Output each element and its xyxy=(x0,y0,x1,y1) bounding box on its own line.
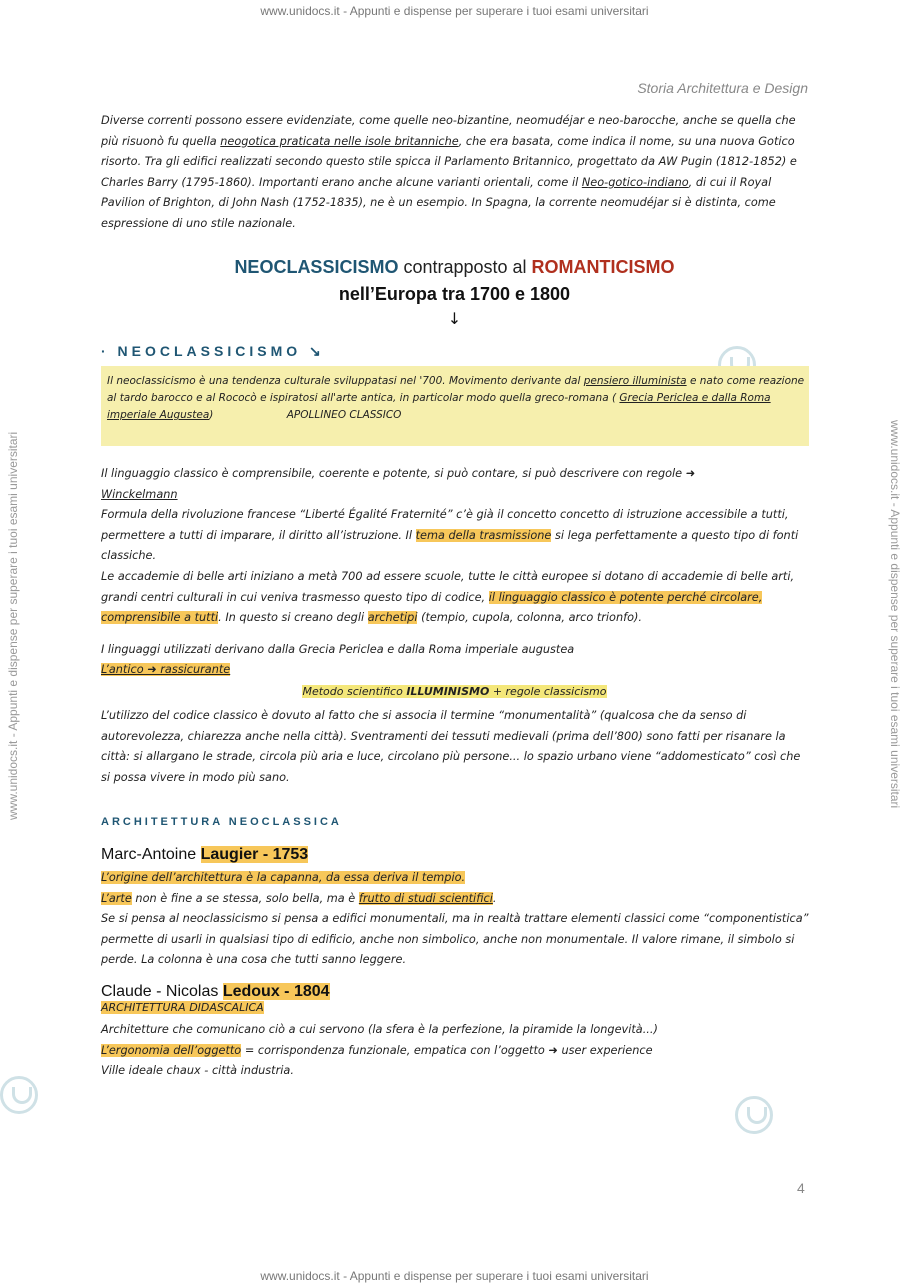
metodo-highlight: Metodo scientifico ILLUMINISMO + regole classicismo xyxy=(302,685,607,698)
body-paragraphs: Il linguaggio classico è comprensibile, coerente e potente, si può contare, si può descrivere con regole ➜ Winckelmann Formula della rivoluzione francese “Liberté Égalité Fraternité” c’è già il concetto concetto di istruzione accessibile a tutti, permettere a tutti di imparare, il diritto all’istruzione. Il tema della trasmissione si lega perfettamente a questo tipo di fonti classiche. Le accademie di belle arti iniziano a metà 700 ad essere scuole, tutte le città europee si dotano di accademie di belle arti, grandi centri culturali in cui veniva trasmesso questo tipo di codice, il linguaggio classico è potente perché circolare, comprensibile a tutti. In questo si creano degli archetipi (tempio, cupola, colonna, arco trionfo). xyxy=(101,467,799,625)
main-title: NEOCLASSICISMO contrapposto al ROMANTICISMO xyxy=(234,257,675,277)
apollineo-label: APOLLINEO CLASSICO xyxy=(286,409,402,421)
arrow-down-icon: ↓ xyxy=(447,309,462,328)
body-paragraph-codice: L’utilizzo del codice classico è dovuto al fatto che si associa il termine “monumentalità” (qualcosa che da senso di autorevolezza, chiarezza anche nella città). Sventramenti dei tessuti medievali (prima dell’800) sono fatti per risanare la città: si allargano le strade, circola più aria e luce, circolano più persone... lo spazio urbano viene “addomesticato” così che si possa vivere in modo più sano. xyxy=(101,709,801,784)
body-line-antico: L’antico ➜ rassicurante xyxy=(101,663,231,676)
heading-ledoux: Claude - Nicolas Ledoux - 1804 xyxy=(101,983,330,1000)
course-header: Storia Architettura e Design xyxy=(637,80,808,96)
section-heading-neoclassicismo: · NEOCLASSICISMO ↘ xyxy=(101,343,325,359)
watermark-logo-icon xyxy=(735,1096,773,1134)
main-subtitle: nell’Europa tra 1700 e 1800 xyxy=(338,284,571,304)
page-number: 4 xyxy=(797,1180,805,1196)
definition-text: Il neoclassicismo è una tendenza culturale sviluppatasi nel '700. Movimento derivante dal pensiero illuminista e nato come reazione al tardo barocco e al Rococò e ispiratosi all'arte antica, in particolar modo quella greco-romana ( Grecia Periclea e dalla Roma imperiale Augustea) APOLLINEO CLASSICO xyxy=(107,375,805,421)
laugier-notes: L’origine dell’architettura è la capanna, da essa deriva il tempio. L’arte non è fine a se stessa, solo bella, ma è frutto di studi scientifici. Se si pensa al neoclassicismo si pensa a edifici monumentali, ma in realtà trattare elementi classici come “componentistica” permette di usarli in qualsiasi tipo di edificio, anche non simbolico, anche non monumentale. Il valore rimane, il simbolo si perde. La colonna è una cosa che tutti sanno leggere. xyxy=(101,871,809,967)
side-watermark-left: www.unidocs.it - Appunti e dispense per superare i tuoi esami universitari xyxy=(6,431,20,820)
top-banner: www.unidocs.it - Appunti e dispense per superare i tuoi esami universitari xyxy=(260,4,649,18)
ledoux-subtitle: ARCHITETTURA DIDASCALICA xyxy=(101,1001,264,1014)
watermark-logo-icon xyxy=(0,1076,38,1114)
heading-laugier: Marc-Antoine Laugier - 1753 xyxy=(101,846,309,863)
intro-paragraph: Diverse correnti possono essere evidenziate, come quelle neo-bizantine, neomudéjar e neo-barocche, anche se quella che più risuonò fu quella neogotica praticata nelle isole britanniche, che era basata, come indica il nome, su una nuova Gotico risorto. Tra gli edifici realizzati secondo questo stile spicca il Parlamento Britannico, progettato da AW Pugin (1812-1852) e Charles Barry (1795-1860). Importanti erano anche alcune varianti orientali, come il Neo-gotico-indiano, di cui il Royal Pavilion of Brighton, di John Nash (1752-1835), ne è un esempio. In Spagna, la corrente neomudéjar si è distinta, come espressione di uno stile nazionale. xyxy=(101,114,797,230)
side-watermark-right: www.unidocs.it - Appunti e dispense per superare i tuoi esami universitari xyxy=(888,420,902,809)
body-paragraph-linguaggi: I linguaggi utilizzati derivano dalla Grecia Periclea e dalla Roma imperiale augustea xyxy=(101,643,575,656)
bottom-banner: www.unidocs.it - Appunti e dispense per superare i tuoi esami universitari xyxy=(260,1269,649,1283)
section-heading-architettura: ARCHITETTURA NEOCLASSICA xyxy=(101,816,342,828)
ledoux-notes: Architetture che comunicano ciò a cui servono (la sfera è la perfezione, la piramide la longevità...) L’ergonomia dell’oggetto = corrispondenza funzionale, empatica con l’oggetto ➜ user experience Ville ideale chaux - città industria. xyxy=(101,1023,658,1078)
